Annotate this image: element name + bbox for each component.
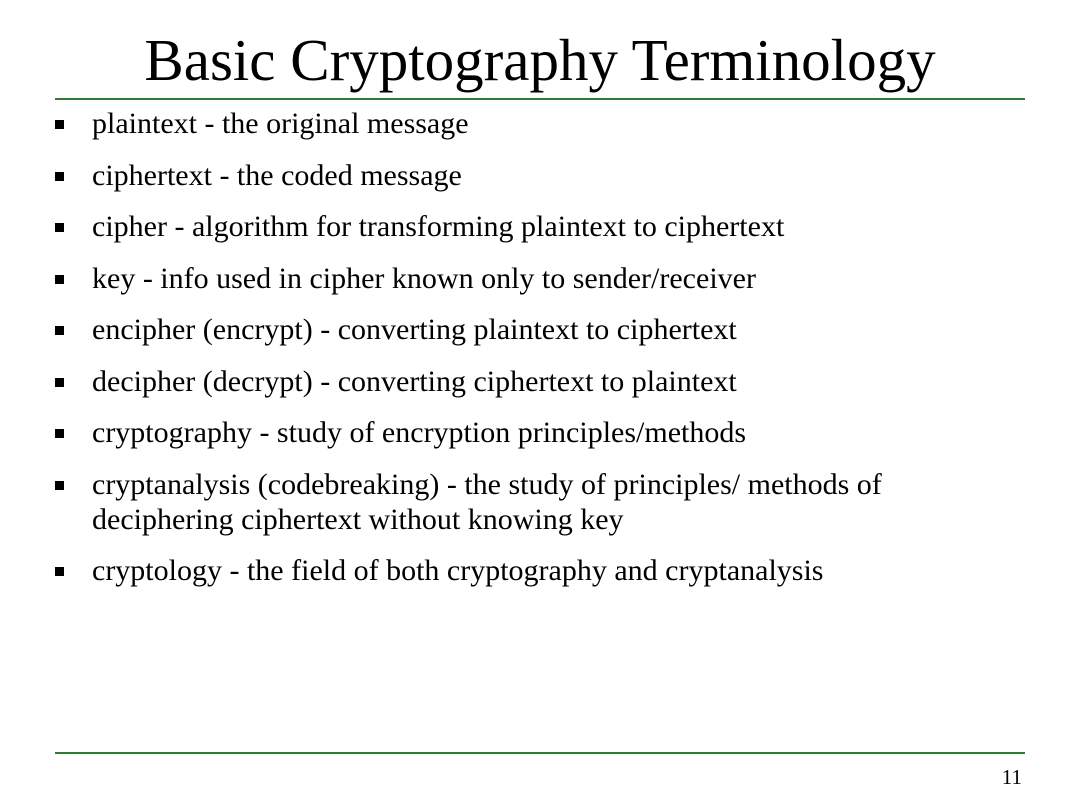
list-item-cryptanalysis: [55, 467, 1015, 537]
terminology-list: [55, 106, 1015, 605]
square-bullet-icon: [55, 172, 64, 181]
list-item-text: key - info used in cipher known only to sender/receiver: [92, 261, 756, 295]
list-item-text: ciphertext - the coded message: [92, 158, 462, 192]
square-bullet-icon: [55, 275, 64, 284]
slide-title: Basic Cryptography Terminology: [144, 27, 936, 93]
list-item-cryptology: [55, 553, 1015, 588]
list-item-plaintext: [55, 106, 1015, 141]
list-item-decipher: [55, 364, 1015, 399]
footer-divider: [55, 752, 1025, 754]
list-item-cipher: [55, 209, 1015, 244]
list-item-text: plaintext - the original message: [92, 107, 469, 140]
square-bullet-icon: [55, 481, 64, 490]
list-item-text: encipher (encrypt) - converting plaintext to ciphertext: [92, 313, 737, 346]
square-bullet-icon: [55, 120, 64, 129]
list-item-key: [55, 261, 1015, 296]
square-bullet-icon: [55, 567, 64, 576]
list-item-text: cryptanalysis (codebreaking) - the study of principles/ methods of deciphering ciphertext without knowing key: [92, 467, 882, 536]
square-bullet-icon: [55, 378, 64, 387]
list-item-cryptography: [55, 415, 1015, 450]
list-item-text: decipher (decrypt) - converting ciphertext to plaintext: [92, 364, 737, 398]
list-item-ciphertext: [55, 158, 1015, 193]
square-bullet-icon: [55, 223, 64, 232]
title-divider: [55, 98, 1025, 100]
list-item-encipher: [55, 312, 1015, 347]
square-bullet-icon: [55, 326, 64, 335]
list-item-text: cipher - algorithm for transforming plaintext to ciphertext: [92, 210, 785, 243]
page-number: 11: [1001, 765, 1022, 789]
list-item-text: cryptography - study of encryption principles/methods: [92, 416, 747, 449]
square-bullet-icon: [55, 429, 64, 438]
list-item-text: cryptology - the field of both cryptography and cryptanalysis: [92, 554, 824, 587]
